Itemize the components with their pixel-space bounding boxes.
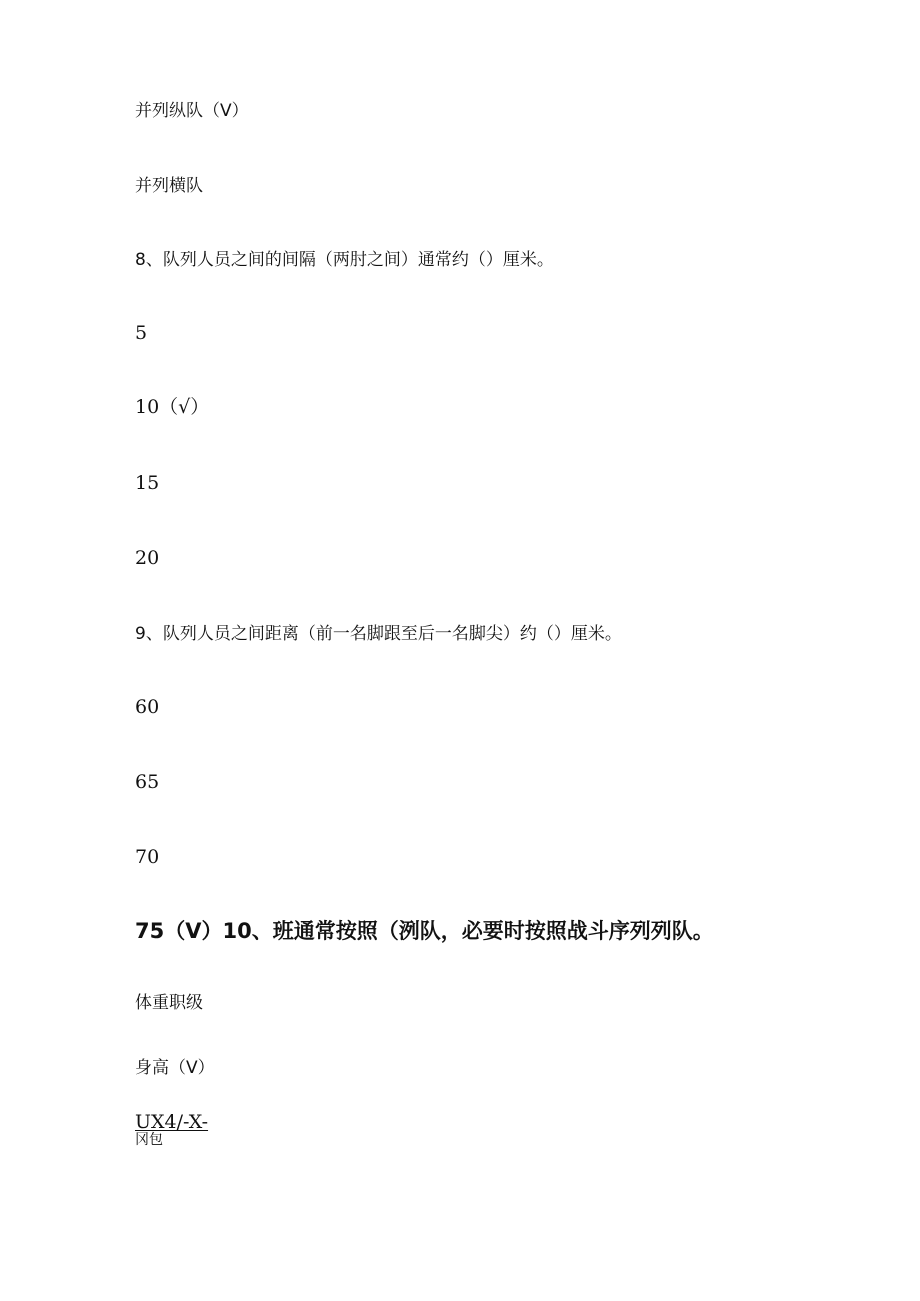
garbled-fraction-numerator: UX4/-X-	[135, 1111, 209, 1133]
option-line: 15	[135, 472, 160, 494]
option-line: 5	[135, 322, 148, 344]
option-line-correct: 10（√）	[135, 396, 210, 418]
option-line: 60	[135, 696, 160, 718]
option-line-correct: 身高（V）	[135, 1058, 215, 1078]
question-8: 8、队列人员之间的间隔（两肘之间）通常约（）厘米。	[135, 250, 554, 270]
garbled-fraction-denominator: 冈包	[135, 1132, 163, 1148]
option-line: 并列纵队（V）	[135, 101, 249, 121]
question-9: 9、队列人员之间距离（前一名脚跟至后一名脚尖）约（）厘米。	[135, 624, 622, 644]
option-line: 70	[135, 846, 160, 868]
option-line: 并列横队	[135, 176, 203, 196]
option-line: 体重职级	[135, 993, 203, 1013]
option-line: 65	[135, 771, 160, 793]
option-line: 20	[135, 547, 160, 569]
question-10: 75（V）10、班通常按照（洌队，必要时按照战斗序列列队。	[135, 919, 714, 943]
